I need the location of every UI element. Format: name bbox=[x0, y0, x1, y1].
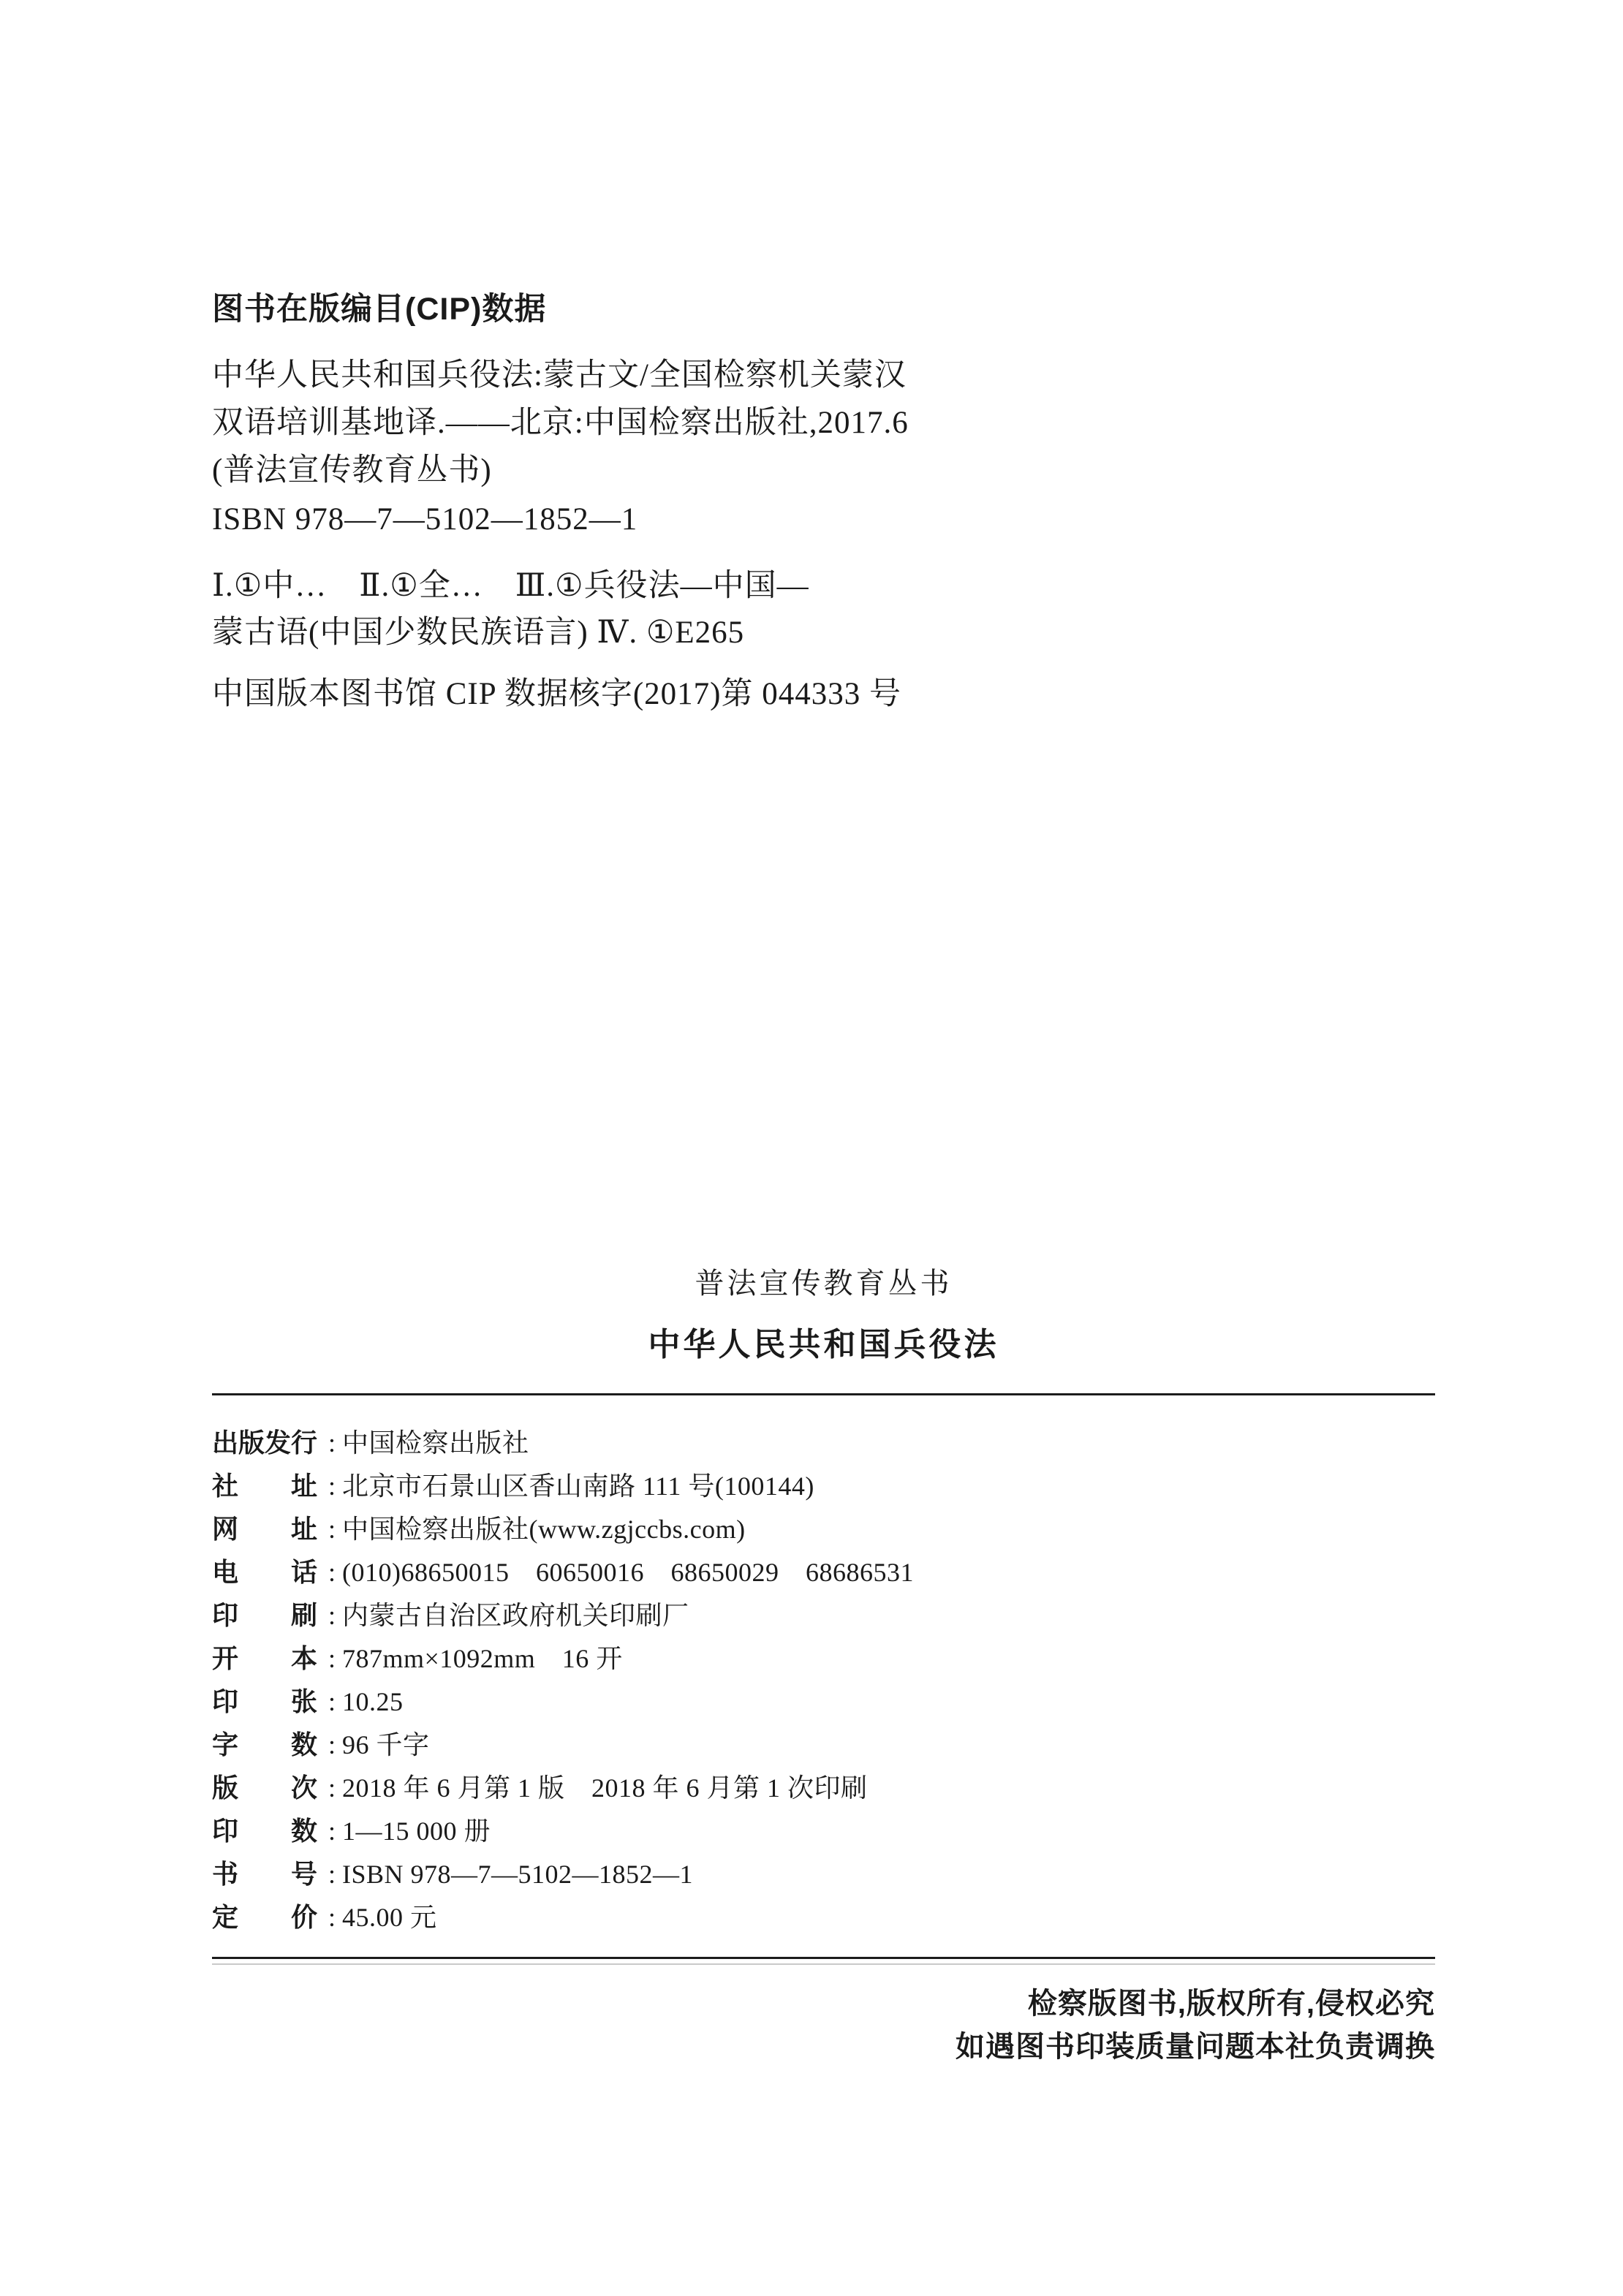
colophon-value: 中国检察出版社 bbox=[342, 1428, 529, 1458]
colophon-colon: : bbox=[328, 1644, 336, 1673]
quality-notice: 如遇图书印装质量问题本社负责调换 bbox=[956, 2031, 1435, 2063]
cip-classification bbox=[212, 563, 1435, 656]
book-title: 中华人民共和国兵役法 bbox=[648, 1327, 999, 1363]
colophon-colon: : bbox=[328, 1471, 336, 1501]
colophon-row-print-run bbox=[212, 1809, 1435, 1852]
colophon-value: 1—15 000 册 bbox=[342, 1816, 491, 1846]
colophon-value: 2018 年 6 月第 1 版 2018 年 6 月第 1 次印刷 bbox=[342, 1773, 868, 1803]
divider-bottom-rule bbox=[212, 1957, 1435, 1965]
cip-description bbox=[212, 352, 1435, 494]
footer-notices bbox=[212, 1982, 1435, 2069]
colophon-value: 96 千字 bbox=[342, 1730, 430, 1759]
colophon-colon: : bbox=[328, 1773, 336, 1803]
colophon-label: 字 数 bbox=[212, 1729, 318, 1759]
colophon-row-sheets bbox=[212, 1680, 1435, 1723]
colophon-value: 内蒙古自治区政府机关印刷厂 bbox=[342, 1601, 689, 1630]
cip-record-number: 中国版本图书馆 CIP 数据核字(2017)第 044333 号 bbox=[212, 677, 901, 711]
colophon-row-wordcount bbox=[212, 1723, 1435, 1766]
colophon-colon: : bbox=[328, 1730, 336, 1759]
cip-classification-line-1: Ⅰ.①中… Ⅱ.①全… Ⅲ.①兵役法—中国— bbox=[212, 569, 809, 603]
cip-description-line-3: (普法宣传教育丛书) bbox=[212, 453, 492, 488]
colophon-row-publisher bbox=[212, 1421, 1435, 1464]
cip-description-line-1: 中华人民共和国兵役法:蒙古文/全国检察机关蒙汉 bbox=[212, 358, 907, 393]
colophon-label: 开 本 bbox=[212, 1643, 318, 1673]
colophon-value: 10.25 bbox=[342, 1687, 404, 1716]
colophon-colon: : bbox=[328, 1515, 336, 1544]
colophon-colon: : bbox=[328, 1903, 336, 1932]
colophon-label: 出版发行 bbox=[212, 1428, 318, 1458]
colophon-row-edition bbox=[212, 1766, 1435, 1809]
colophon-value: (010)68650015 60650016 68650029 68686531 bbox=[342, 1558, 914, 1587]
colophon-value: ISBN 978—7—5102—1852—1 bbox=[342, 1860, 694, 1889]
colophon-colon: : bbox=[328, 1860, 336, 1889]
cip-isbn: ISBN 978—7—5102—1852—1 bbox=[212, 502, 638, 537]
colophon-row-website bbox=[212, 1507, 1435, 1550]
cip-description-line-2: 双语培训基地译.——北京:中国检察出版社,2017.6 bbox=[212, 406, 909, 440]
colophon-value: 45.00 元 bbox=[342, 1903, 437, 1932]
colophon-label: 电 话 bbox=[212, 1557, 318, 1587]
colophon-row-isbn bbox=[212, 1852, 1435, 1895]
colophon-label: 版 次 bbox=[212, 1773, 318, 1803]
colophon-label: 印 刷 bbox=[212, 1600, 318, 1630]
colophon-colon: : bbox=[328, 1687, 336, 1716]
colophon-row-format bbox=[212, 1637, 1435, 1680]
colophon-colon: : bbox=[328, 1558, 336, 1587]
colophon-label: 社 址 bbox=[212, 1471, 318, 1501]
colophon-value: 中国检察出版社(www.zgjccbs.com) bbox=[342, 1515, 746, 1544]
colophon-value: 787mm×1092mm 16 开 bbox=[342, 1644, 623, 1673]
divider-top-rule bbox=[212, 1393, 1435, 1395]
colophon-row-address bbox=[212, 1464, 1435, 1507]
colophon-value: 北京市石景山区香山南路 111 号(100144) bbox=[342, 1471, 814, 1501]
copyright-notice: 检察版图书,版权所有,侵权必究 bbox=[1027, 1988, 1435, 2020]
colophon-row-price bbox=[212, 1895, 1435, 1939]
series-title: 普法宣传教育丛书 bbox=[695, 1267, 953, 1300]
cip-classification-line-2: 蒙古语(中国少数民族语言) Ⅳ. ①E265 bbox=[212, 615, 745, 650]
colophon-label: 网 址 bbox=[212, 1514, 318, 1544]
colophon-label: 印 数 bbox=[212, 1816, 318, 1846]
colophon-row-phone bbox=[212, 1550, 1435, 1594]
colophon-table bbox=[212, 1421, 1435, 1939]
colophon-colon: : bbox=[328, 1601, 336, 1630]
colophon-colon: : bbox=[328, 1816, 336, 1846]
cip-heading: 图书在版编目(CIP)数据 bbox=[212, 292, 547, 327]
colophon-colon: : bbox=[328, 1428, 336, 1458]
colophon-label: 印 张 bbox=[212, 1686, 318, 1716]
colophon-row-printer bbox=[212, 1594, 1435, 1637]
colophon-label: 书 号 bbox=[212, 1859, 318, 1889]
colophon-label: 定 价 bbox=[212, 1902, 318, 1932]
